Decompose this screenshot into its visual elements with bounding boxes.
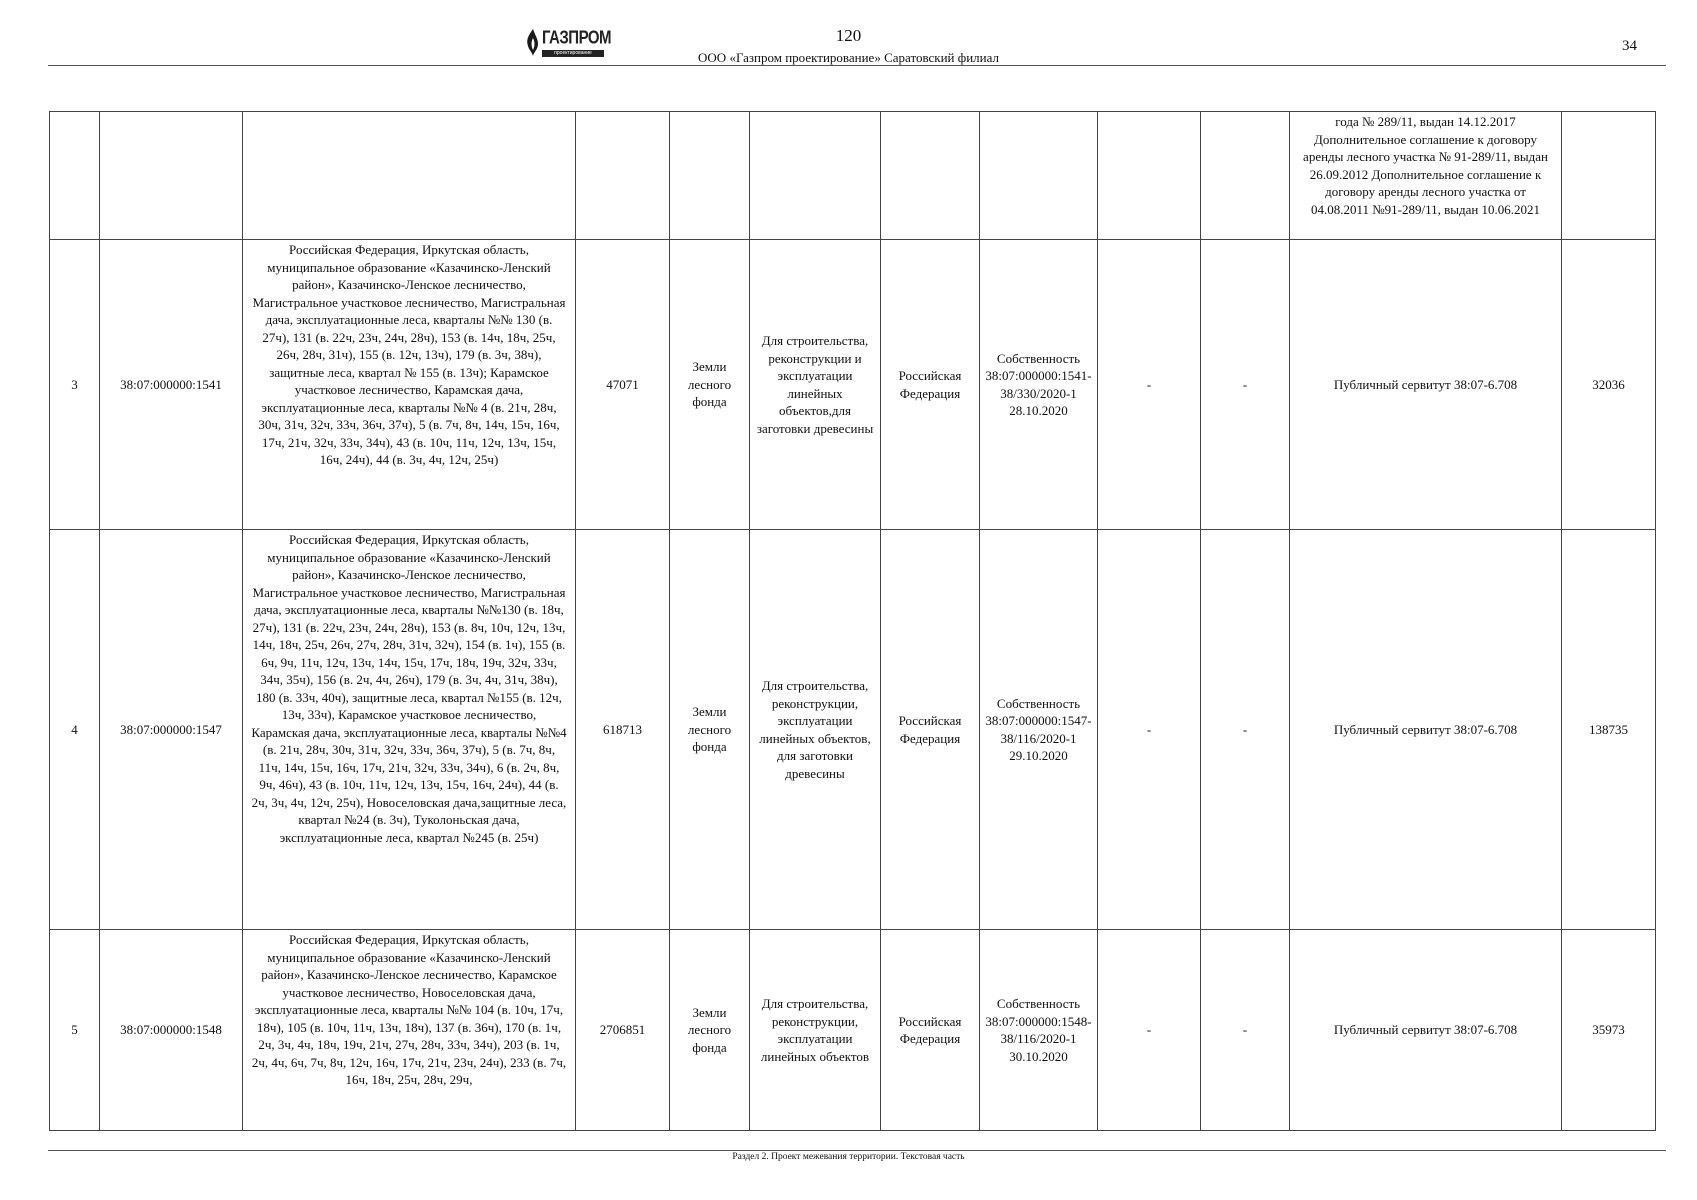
cell-category: Земли лесного фонда: [670, 530, 750, 930]
cell-area: 2706851: [576, 930, 670, 1131]
cell-cadastral: 38:07:000000:1541: [100, 240, 243, 530]
cell-col9: -: [1098, 240, 1201, 530]
cell-cadastral: 38:07:000000:1548: [100, 930, 243, 1131]
cell-owner: Российская Федерация: [881, 930, 980, 1131]
cell-col9: [1098, 112, 1201, 240]
cell-cadastral: [100, 112, 243, 240]
footer-text: Раздел 2. Проект межевания территории. Текстовая часть: [732, 1152, 965, 1162]
cell-cadastral: 38:07:000000:1547: [100, 530, 243, 930]
sheet-number: 34: [1622, 38, 1637, 54]
cell-use: Для строительства, реконструкции, эксплуатации линейных объектов: [750, 930, 881, 1131]
cell-col10: [1201, 112, 1290, 240]
cell-col10: -: [1201, 930, 1290, 1131]
cell-encumbrance: Публичный сервитут 38:07-6.708: [1290, 530, 1562, 930]
cell-area: [576, 112, 670, 240]
cell-use: Для строительства, реконструкции, эксплуатации линейных объектов, для заготовки древесины: [750, 530, 881, 930]
cell-right: Собственность 38:07:000000:1548-38/116/2020-1 30.10.2020: [980, 930, 1098, 1131]
cell-address: Российская Федерация, Иркутская область, муниципальное образование «Казачинско-Ленский район», Казачинско-Ленское лесничество, Карамское участковое лесничество, Новоселовская дача, эксплуатационные леса, кварталы №№ 104 (в. 10ч, 17ч, 18ч), 105 (в. 10ч, 11ч, 13ч, 18ч), 137 (в. 36ч), 170 (в. 1ч, 2ч, 3ч, 4ч, 18ч, 19ч, 21ч, 27ч, 28ч, 33ч, 34ч), 203 (в. 1ч, 2ч, 4ч, 6ч, 7ч, 8ч, 12ч, 16ч, 17ч, 21ч, 23ч, 24ч), 233 (в. 7ч, 16ч, 18ч, 25ч, 28ч, 29ч,: [243, 930, 576, 1131]
cell-right: Собственность 38:07:000000:1541-38/330/2020-1 28.10.2020: [980, 240, 1098, 530]
cell-area2: 32036: [1562, 240, 1656, 530]
logo-brand-text: ГАЗПРОМ: [542, 28, 612, 49]
cell-area: 618713: [576, 530, 670, 930]
cell-num: 5: [50, 930, 100, 1131]
table-row: [50, 240, 1656, 530]
cell-encumbrance: Публичный сервитут 38:07-6.708: [1290, 930, 1562, 1131]
table-row: [50, 930, 1656, 1131]
cell-col10: -: [1201, 240, 1290, 530]
cell-col9: -: [1098, 530, 1201, 930]
cell-encumbrance: Публичный сервитут 38:07-6.708: [1290, 240, 1562, 530]
cell-address: Российская Федерация, Иркутская область, муниципальное образование «Казачинско-Ленский район», Казачинско-Ленское лесничество, Магистральное участковое лесничество, Магистральная дача, эксплуатационные леса, кварталы №№130 (в. 18ч, 27ч), 131 (в. 22ч, 23ч, 24ч, 28ч), 153 (в. 8ч, 10ч, 12ч, 13ч, 14ч, 18ч, 25ч, 26ч, 27ч, 28ч, 31ч, 32ч), 154 (в. 1ч), 155 (в. 6ч, 9ч, 11ч, 12ч, 13ч, 14ч, 15ч, 17ч, 18ч, 19ч, 32ч, 33ч, 34ч, 35ч), 156 (в. 2ч, 4ч, 26ч), 179 (в. 3ч, 4ч, 31ч, 38ч), 180 (в. 33ч, 40ч), защитные леса, квартал №155 (в. 12ч, 13ч, 33ч), Карамское участковое лесничество, Карамская дача, эксплуатационные леса, кварталы №№4 (в. 21ч, 28ч, 30ч, 31ч, 32ч, 33ч, 36ч, 37ч), 5 (в. 7ч, 8ч, 11ч, 14ч, 15ч, 16ч, 17ч, 21ч, 32ч, 33ч, 34ч), 6 (в. 2ч, 8ч, 9ч, 46ч), 43 (в. 10ч, 11ч, 12ч, 13ч, 15ч, 16ч, 24ч), 44 (в. 2ч, 3ч, 4ч, 12ч, 25ч), Новоселовская дача,защитные леса, квартал №24 (в. 3ч), Туколоньская дача, эксплуатационные леса, квартал №245 (в. 25ч): [243, 530, 576, 930]
cell-area2: [1562, 112, 1656, 240]
cell-category: [670, 112, 750, 240]
cell-area2: 35973: [1562, 930, 1656, 1131]
cell-address: Российская Федерация, Иркутская область, муниципальное образование «Казачинско-Ленский район», Казачинско-Ленское лесничество, Магистральное участковое лесничество, Магистральная дача, эксплуатационные леса, кварталы №№ 130 (в. 27ч), 131 (в. 22ч, 23ч, 24ч, 28ч), 153 (в. 14ч, 18ч, 25ч, 26ч, 28ч, 31ч), 155 (в. 12ч, 13ч), 179 (в. 3ч, 38ч), защитные леса, квартал № 155 (в. 13ч); Карамское участковое лесничество, Карамская дача, эксплуатационные леса, кварталы №№ 4 (в. 21ч, 28ч, 30ч, 31ч, 32ч, 33ч, 36ч, 37ч), 5 (в. 7ч, 8ч, 14ч, 15ч, 16ч, 17ч, 21ч, 32ч, 33ч, 34ч), 43 (в. 10ч, 11ч, 12ч, 13ч, 15ч, 16ч, 24ч), 44 (в. 3ч, 4ч, 12ч, 25ч): [243, 240, 576, 530]
cell-area2: 138735: [1562, 530, 1656, 930]
cell-category: Земли лесного фонда: [670, 930, 750, 1131]
table-row: [50, 530, 1656, 930]
page-number: 120: [835, 26, 862, 45]
cell-right: [980, 112, 1098, 240]
footer-rule: [48, 1150, 1666, 1151]
land-plots-table: [49, 111, 1656, 1131]
cell-use: [750, 112, 881, 240]
cell-col10: -: [1201, 530, 1290, 930]
cell-right: Собственность 38:07:000000:1547-38/116/2020-1 29.10.2020: [980, 530, 1098, 930]
cell-num: 3: [50, 240, 100, 530]
cell-num: [50, 112, 100, 240]
cell-col9: -: [1098, 930, 1201, 1131]
organization-name: ООО «Газпром проектирование» Саратовский филиал: [698, 50, 999, 65]
cell-address: [243, 112, 576, 240]
cell-encumbrance-note: года № 289/11, выдан 14.12.2017 Дополнительное соглашение к договору аренды лесного участка № 91-289/11, выдан 26.09.2012 Дополнительное соглашение к договору аренды лесного участка от 04.08.2011 №91-289/11, выдан 10.06.2021: [1290, 112, 1562, 240]
table-row: [50, 112, 1656, 240]
cell-owner: Российская Федерация: [881, 530, 980, 930]
cell-owner: Российская Федерация: [881, 240, 980, 530]
logo-sub-text: проектирование: [542, 50, 604, 57]
cell-owner: [881, 112, 980, 240]
header-rule: [48, 65, 1666, 66]
cell-num: 4: [50, 530, 100, 930]
cell-area: 47071: [576, 240, 670, 530]
cell-category: Земли лесного фонда: [670, 240, 750, 530]
cell-use: Для строительства, реконструкции и эксплуатации линейных объектов,для заготовки древесины: [750, 240, 881, 530]
